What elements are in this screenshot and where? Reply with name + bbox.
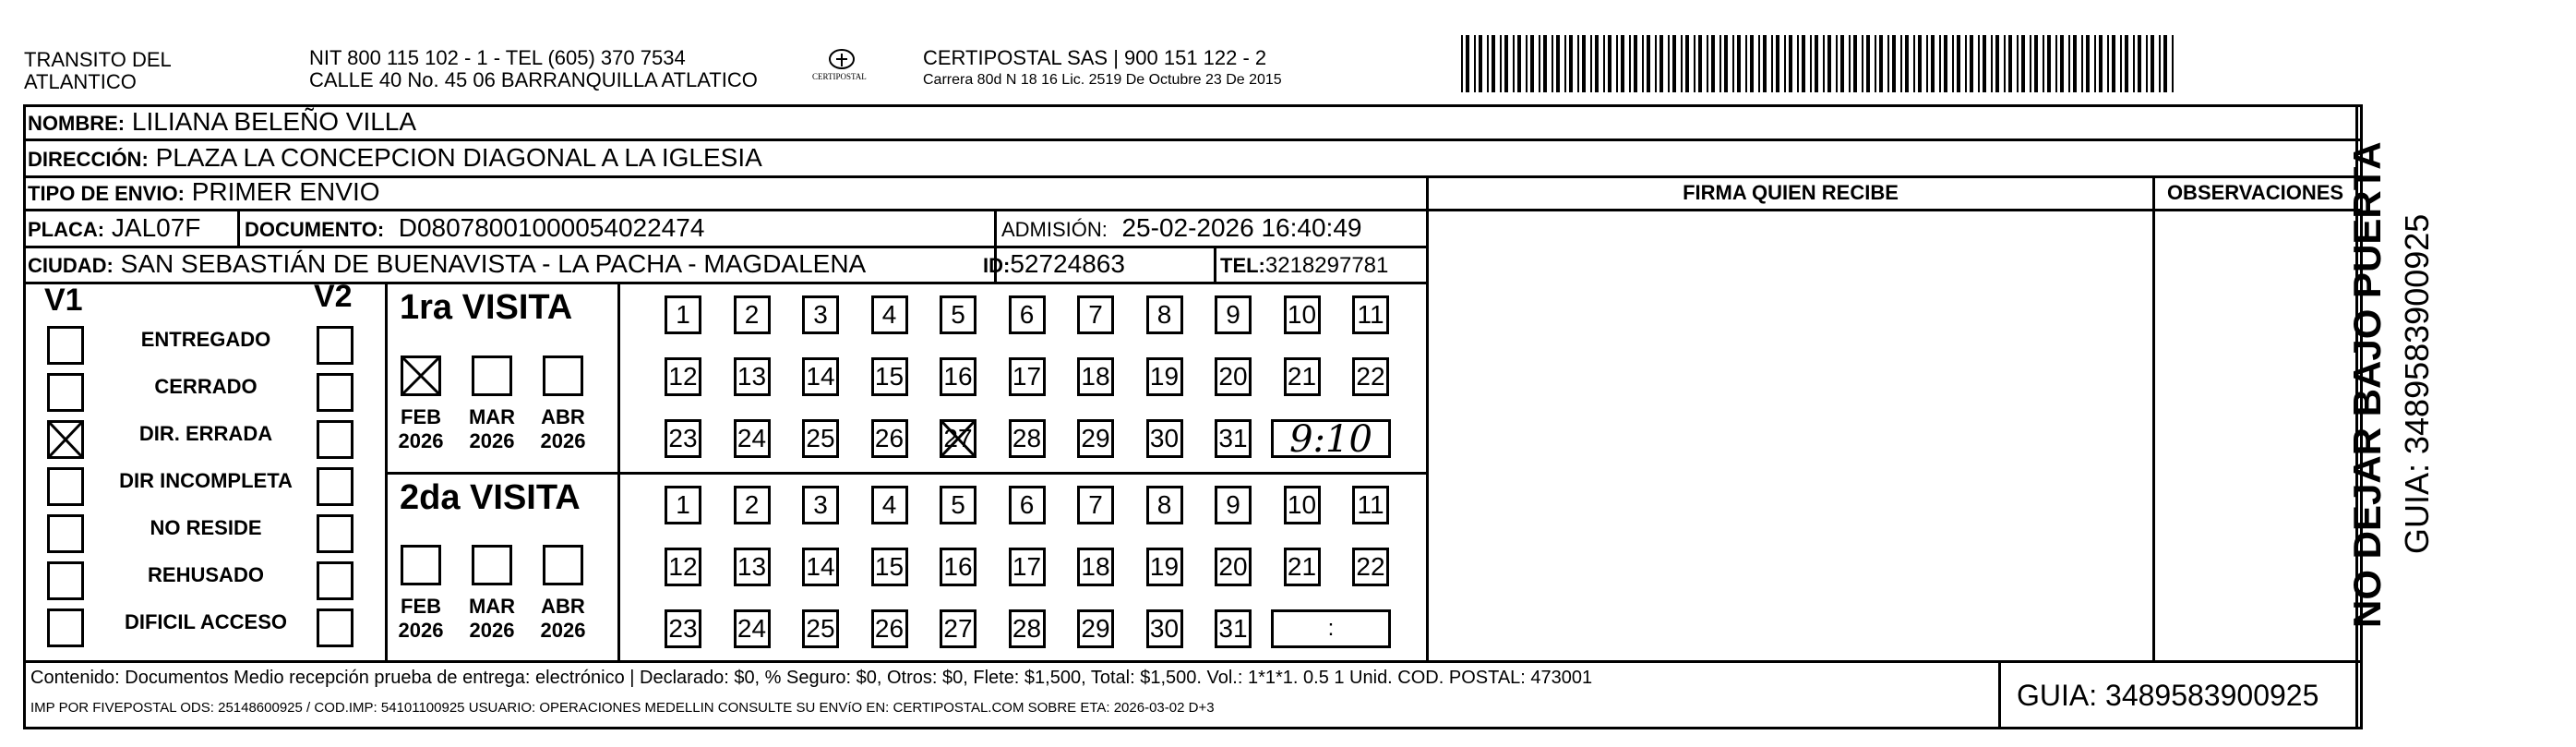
status-label: ENTREGADO — [140, 328, 271, 351]
tel-field — [1220, 248, 1388, 282]
documento-value: D080780010000540224​74 — [398, 213, 705, 242]
ciudad-field — [28, 248, 866, 282]
first-visit-day-box[interactable]: 29 — [1077, 419, 1114, 458]
v1-label: V1 — [44, 283, 83, 318]
carrier-address: Carrera 80d N 18 16 Lic. 2519 De Octubre 23 De 2015 — [923, 72, 1282, 88]
logo-text: CERTIPOSTAL — [812, 72, 867, 81]
first-visit-day-box[interactable]: 9 — [1215, 295, 1252, 334]
second-visit-day-box[interactable]: 6 — [1009, 486, 1046, 524]
address-line: CALLE 40 No. 45 06 BARRANQUILLA ATLATICO — [309, 68, 758, 91]
first-visit-day-box[interactable]: 17 — [1009, 357, 1046, 396]
first-visit-title: 1ra VISITA — [400, 288, 573, 327]
second-visit-day-box[interactable]: 4 — [871, 486, 908, 524]
id-value: 52724863 — [1010, 249, 1125, 278]
second-visit-year-label: 2026 — [469, 619, 515, 642]
second-visit-day-box[interactable]: 2 — [734, 486, 771, 524]
second-visit-title: 2da VISITA — [400, 478, 581, 517]
v2-checkbox[interactable] — [317, 608, 353, 647]
observations-area[interactable] — [2155, 211, 2355, 660]
v1-checkbox[interactable] — [47, 420, 84, 459]
carrier-line: CERTIPOSTAL SAS | 900 151 122 - 2 — [923, 46, 1267, 69]
first-visit-day-box[interactable]: 10 — [1284, 295, 1321, 334]
second-visit-day-box[interactable]: 26 — [871, 609, 908, 648]
nombre-value: LILIANA BELEÑO VILLA — [131, 107, 417, 136]
column-divider — [1998, 660, 2001, 729]
status-label: DIFICIL ACCESO — [124, 610, 287, 633]
second-visit-day-box[interactable]: 23 — [665, 609, 701, 648]
second-visit-month-label: ABR — [541, 595, 585, 618]
x-mark-icon — [940, 419, 976, 458]
column-divider — [237, 209, 240, 246]
first-visit-day-box[interactable]: 18 — [1077, 357, 1114, 396]
column-divider — [1214, 246, 1216, 282]
first-visit-day-box[interactable]: 5 — [940, 295, 976, 334]
second-visit-day-box[interactable]: 31 — [1215, 609, 1252, 648]
first-visit-month-label: ABR — [541, 405, 585, 428]
second-visit-day-box[interactable]: 22 — [1352, 548, 1389, 586]
status-label: DIR INCOMPLETA — [119, 469, 293, 492]
second-visit-day-box[interactable]: 8 — [1146, 486, 1183, 524]
tipo-field — [28, 176, 380, 210]
column-divider — [385, 282, 388, 660]
status-label: DIR. ERRADA — [138, 422, 273, 445]
first-visit-day-box[interactable]: 12 — [665, 357, 701, 396]
no-dejar-warning: NO DEJAR BAJO PUERTA — [2345, 141, 2389, 628]
placa-label: PLACA: — [28, 218, 105, 241]
first-visit-day-box[interactable]: 22 — [1352, 357, 1389, 396]
first-visit-day-box[interactable]: 8 — [1146, 295, 1183, 334]
tipo-label: TIPO DE ENVIO: — [28, 182, 185, 205]
footer-content-line: Contenido: Documentos Medio recepción prueba de entrega: electrónico | Declarado: $0, % Seguro: $0, Otros: $0, Flete: $1,500, Total: $1,500. Vol.: 1*1*1. 0.5 1 Unid. COD. POSTAL: 473001 — [30, 668, 1593, 688]
first-visit-day-box[interactable]: 13 — [734, 357, 771, 396]
second-visit-day-box[interactable]: 14 — [802, 548, 839, 586]
first-visit-day-box[interactable]: 25 — [802, 419, 839, 458]
row-divider — [23, 282, 1429, 284]
first-visit-day-box[interactable]: 2 — [734, 295, 771, 334]
v2-label: V2 — [314, 279, 353, 314]
nombre-label: NOMBRE: — [28, 112, 126, 135]
footer-guia: GUIA: 3489583900925 — [2017, 679, 2319, 712]
direccion-label: DIRECCIÓN: — [28, 148, 149, 171]
second-visit-year-label: 2026 — [540, 619, 586, 642]
sender-name-line1: TRANSITO DEL — [24, 48, 172, 71]
admision-value: 25-02-2026 16:40:49 — [1121, 213, 1362, 242]
second-visit-month-checkbox[interactable] — [543, 545, 583, 585]
second-visit-day-box[interactable]: 18 — [1077, 548, 1114, 586]
second-visit-day-box[interactable]: 7 — [1077, 486, 1114, 524]
v1-checkbox[interactable] — [47, 561, 84, 600]
column-divider — [617, 282, 620, 660]
second-visit-day-box[interactable]: 29 — [1077, 609, 1114, 648]
second-visit-day-box[interactable]: 25 — [802, 609, 839, 648]
v1-checkbox[interactable] — [47, 514, 84, 553]
second-visit-day-box[interactable]: 19 — [1146, 548, 1183, 586]
first-visit-month-label: FEB — [401, 405, 441, 428]
tel-label: TEL: — [1220, 254, 1265, 277]
second-visit-month-label: MAR — [468, 595, 516, 618]
first-visit-time-box[interactable]: 9:10 — [1271, 419, 1391, 458]
first-visit-day-box[interactable]: 20 — [1215, 357, 1252, 396]
v1-checkbox[interactable] — [47, 326, 84, 365]
v2-checkbox[interactable] — [317, 373, 353, 412]
first-visit-day-box[interactable]: 23 — [665, 419, 701, 458]
first-visit-month-checkbox[interactable] — [543, 355, 583, 396]
second-visit-day-box[interactable]: 30 — [1146, 609, 1183, 648]
second-visit-day-box[interactable]: 24 — [734, 609, 771, 648]
v2-checkbox[interactable] — [317, 561, 353, 600]
first-visit-day-box[interactable]: 4 — [871, 295, 908, 334]
second-visit-month-label: FEB — [401, 595, 441, 618]
second-visit-day-box[interactable]: 9 — [1215, 486, 1252, 524]
side-guia: GUIA: 3489583900925 — [2398, 213, 2436, 554]
second-visit-year-label: 2026 — [398, 619, 444, 642]
documento-label: DOCUMENTO: — [245, 218, 385, 241]
first-visit-day-box[interactable]: 26 — [871, 419, 908, 458]
footer-print-line: IMP POR FIVEPOSTAL ODS: 25148600925 / COD.IMP: 54101100925 USUARIO: OPERACIONES MEDELLIN CONSULTE SU ENVíO EN: CERTIPOSTAL.COM SOBRE ETA: 2026-03-02 D+3 — [30, 700, 1215, 716]
direccion-field — [28, 142, 762, 175]
admision-label: ADMISIÓN: — [1001, 218, 1108, 241]
first-visit-day-box[interactable]: 19 — [1146, 357, 1183, 396]
first-visit-day-box[interactable]: 28 — [1009, 419, 1046, 458]
second-visit-day-box[interactable]: 5 — [940, 486, 976, 524]
second-visit-day-box[interactable]: 11 — [1352, 486, 1389, 524]
second-visit-month-checkbox[interactable] — [472, 545, 512, 585]
second-visit-day-box[interactable]: 16 — [940, 548, 976, 586]
first-visit-day-box[interactable]: 24 — [734, 419, 771, 458]
x-mark-icon — [401, 355, 441, 396]
visit-divider — [385, 472, 1428, 475]
first-visit-day-box[interactable]: 16 — [940, 357, 976, 396]
id-field — [983, 248, 1125, 282]
certipostal-logo — [805, 46, 879, 92]
first-visit-month-label: MAR — [468, 405, 516, 428]
second-visit-day-box[interactable]: 1 — [665, 486, 701, 524]
admision-field — [1001, 212, 1361, 246]
v1-checkbox[interactable] — [47, 467, 84, 506]
second-visit-time-box[interactable]: : — [1271, 609, 1391, 648]
v1-checkbox[interactable] — [47, 373, 84, 412]
first-visit-day-box[interactable]: 11 — [1352, 295, 1389, 334]
first-visit-day-box[interactable]: 30 — [1146, 419, 1183, 458]
signature-area[interactable] — [1429, 211, 2152, 660]
first-visit-year-label: 2026 — [540, 429, 586, 452]
tel-value: 3218297781 — [1264, 253, 1389, 278]
first-visit-month-checkbox[interactable] — [472, 355, 512, 396]
first-visit-day-box[interactable]: 14 — [802, 357, 839, 396]
first-visit-day-box[interactable]: 27 — [940, 419, 976, 458]
barcode — [1461, 35, 2181, 92]
firma-header: FIRMA QUIEN RECIBE — [1683, 181, 1899, 204]
x-mark-icon — [47, 420, 84, 459]
first-visit-day-box[interactable]: 31 — [1215, 419, 1252, 458]
first-visit-day-box[interactable]: 7 — [1077, 295, 1114, 334]
nombre-field — [28, 106, 416, 139]
second-visit-day-box[interactable]: 3 — [802, 486, 839, 524]
status-label: REHUSADO — [148, 563, 264, 586]
direccion-value: PLAZA LA CONCEPCION DIAGONAL A LA IGLESIA — [155, 143, 762, 172]
second-visit-day-box[interactable]: 13 — [734, 548, 771, 586]
second-visit-day-box[interactable]: 27 — [940, 609, 976, 648]
first-visit-year-label: 2026 — [398, 429, 444, 452]
status-label: NO RESIDE — [150, 516, 262, 539]
placa-value: JAL07F — [111, 213, 201, 242]
v2-checkbox[interactable] — [317, 467, 353, 506]
v2-checkbox[interactable] — [317, 326, 353, 365]
second-visit-day-box[interactable]: 10 — [1284, 486, 1321, 524]
ciudad-value: SAN SEBASTIÁN DE BUENAVISTA - LA PACHA - MAGDALENA — [120, 249, 867, 278]
nit-line: NIT 800 115 102 - 1 - TEL (605) 370 7534 — [309, 46, 686, 69]
sender-name-line2: ATLANTICO — [24, 70, 137, 93]
first-visit-day-box[interactable]: 1 — [665, 295, 701, 334]
row-divider — [23, 660, 2363, 663]
observaciones-header: OBSERVACIONES — [2166, 181, 2344, 204]
first-visit-day-box[interactable]: 3 — [802, 295, 839, 334]
second-visit-day-box[interactable]: 12 — [665, 548, 701, 586]
first-visit-year-label: 2026 — [469, 429, 515, 452]
second-visit-day-box[interactable]: 28 — [1009, 609, 1046, 648]
ciudad-label: CIUDAD: — [28, 254, 114, 277]
second-visit-day-box[interactable]: 20 — [1215, 548, 1252, 586]
second-visit-day-box[interactable]: 21 — [1284, 548, 1321, 586]
v2-checkbox[interactable] — [317, 514, 353, 553]
status-label: CERRADO — [154, 375, 258, 398]
first-visit-day-box[interactable]: 21 — [1284, 357, 1321, 396]
v2-checkbox[interactable] — [317, 420, 353, 459]
documento-field — [245, 212, 704, 246]
second-visit-day-box[interactable]: 17 — [1009, 548, 1046, 586]
first-visit-day-box[interactable]: 15 — [871, 357, 908, 396]
first-visit-month-checkbox[interactable] — [401, 355, 441, 396]
placa-field — [28, 212, 200, 246]
second-visit-day-box[interactable]: 15 — [871, 548, 908, 586]
second-visit-month-checkbox[interactable] — [401, 545, 441, 585]
tipo-value: PRIMER ENVIO — [191, 177, 380, 206]
id-label: ID: — [983, 254, 1011, 277]
v1-checkbox[interactable] — [47, 608, 84, 647]
first-visit-day-box[interactable]: 6 — [1009, 295, 1046, 334]
